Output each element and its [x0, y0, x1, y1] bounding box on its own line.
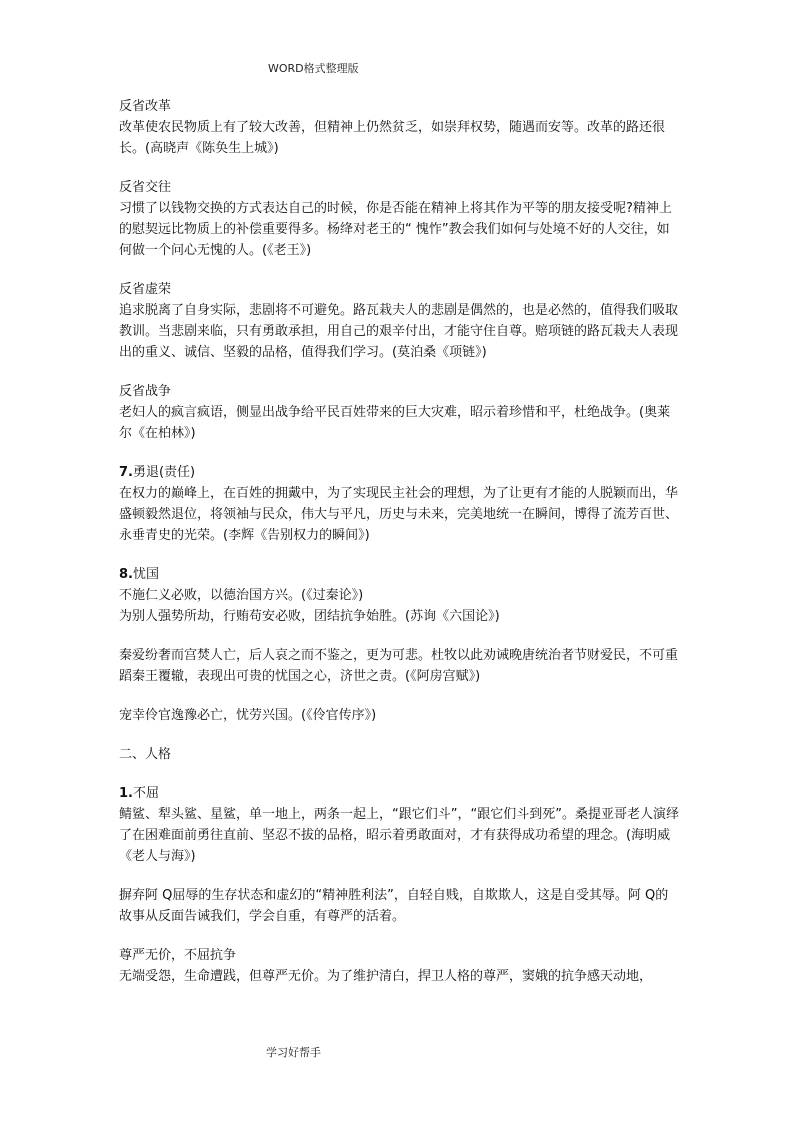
section-title: [119, 564, 679, 585]
section-reflect-vanity: [119, 279, 679, 363]
paragraph: 老妇人的疯言疯语，侧显出战争给平民百姓带来的巨大灾难，昭示着珍惜和平，杜绝战争。(奥莱尔《在柏林》): [119, 405, 671, 441]
page-footer: 学习好帮手: [266, 1046, 321, 1059]
section-number: 7.: [119, 465, 133, 480]
chapter-heading: [119, 744, 679, 765]
section-reflect-war: [119, 381, 679, 444]
section-number: 8.: [119, 567, 133, 582]
chapter-title: 二、人格: [119, 747, 172, 762]
section-title-text: 不屈: [132, 786, 159, 801]
section-title: 反省战争: [119, 384, 172, 399]
section-reflect-reform: [119, 96, 679, 159]
section-title: 反省虚荣: [119, 282, 172, 297]
paragraph: 在权力的巅峰上，在百姓的拥戴中，为了实现民主社会的理想，为了让更有才能的人脱颖而出，华盛顿毅然退位，将领袖与民众，伟大与平凡，历史与未来，完美地统一在瞬间，博得了流芳百世、永垂青史的光荣。(李辉《告别权力的瞬间》): [119, 486, 679, 543]
paragraph: 不施仁义必败，以德治国方兴。(《过秦论》): [119, 588, 364, 603]
document-body: [119, 96, 679, 1005]
paragraph-block: [119, 885, 679, 927]
section-number: 1.: [119, 786, 133, 801]
section-unyielding: [119, 783, 679, 867]
paragraph: 为别人强势所劫，行贿苟安必败，团结抗争始胜。(苏询《六国论》): [119, 609, 500, 624]
section-reflect-interaction: [119, 177, 679, 261]
paragraph-block: [119, 705, 679, 726]
section-title-text: 勇退(责任): [132, 465, 196, 480]
paragraph: 秦爱纷奢而宫焚人亡，后人哀之而不鉴之，更为可悲。杜牧以此劝诫晚唐统治者节财爱民，不可重蹈秦王覆辙，表现出可贵的忧国之心，济世之责。(《阿房宫赋》): [119, 648, 679, 684]
paragraph-block: [119, 645, 679, 687]
section-title: [119, 783, 679, 804]
section-retreat: [119, 462, 679, 546]
paragraph: 无端受怨，生命遭践，但尊严无价。为了维护清白，捍卫人格的尊严，窦娥的抗争感天动地，: [119, 969, 653, 984]
paragraph: 改革使农民物质上有了较大改善，但精神上仍然贫乏，如崇拜权势，随遇而安等。改革的路还很长。(高晓声《陈奂生上城》): [119, 120, 666, 156]
section-title: 尊严无价，不屈抗争: [119, 948, 237, 963]
paragraph: 摒弃阿 Q屈辱的生存状态和虚幻的“精神胜利法”，自轻自贱，自欺欺人，这是自受其辱。阿 Q的故事从反面告诫我们，学会自重，有尊严的活着。: [119, 888, 669, 924]
paragraph: 追求脱离了自身实际，悲剧将不可避免。路瓦栽夫人的悲剧是偶然的，也是必然的，值得我们吸取教训。当悲剧来临，只有勇敢承担，用自己的艰辛付出，才能守住自尊。赔项链的路瓦栽夫人表现出的重义、诚信、坚毅的品格，值得我们学习。(莫泊桑《项链》): [119, 303, 679, 360]
page-header: WORD格式整理版: [268, 62, 359, 75]
section-title: 反省交往: [119, 180, 172, 195]
section-patriotism: [119, 564, 679, 627]
paragraph: 宠幸伶官逸豫必亡，忧劳兴国。(《伶官传序》): [119, 708, 377, 723]
section-title: 反省改革: [119, 99, 172, 114]
paragraph: 鲭鲨、犁头鲨、星鲨，单一地上，两条一起上，“跟它们斗”，“跟它们斗到死”。桑提亚哥老人演绎了在困难面前勇往直前、坚忍不拔的品格，昭示着勇敢面对，才有获得成功希望的理念。(海明威《老人与海》): [119, 807, 679, 864]
section-title-text: 忧国: [132, 567, 159, 582]
paragraph: 习惯了以钱物交换的方式表达自己的时候，你是否能在精神上将其作为平等的朋友接受呢?精神上的慰契远比物质上的补偿重要得多。杨绛对老王的“ 愧怍”教会我们如何与处境不好的人交往，如何做一个问心无愧的人。(《老王》): [119, 201, 672, 258]
section-dignity: [119, 945, 679, 987]
section-title: [119, 462, 679, 483]
